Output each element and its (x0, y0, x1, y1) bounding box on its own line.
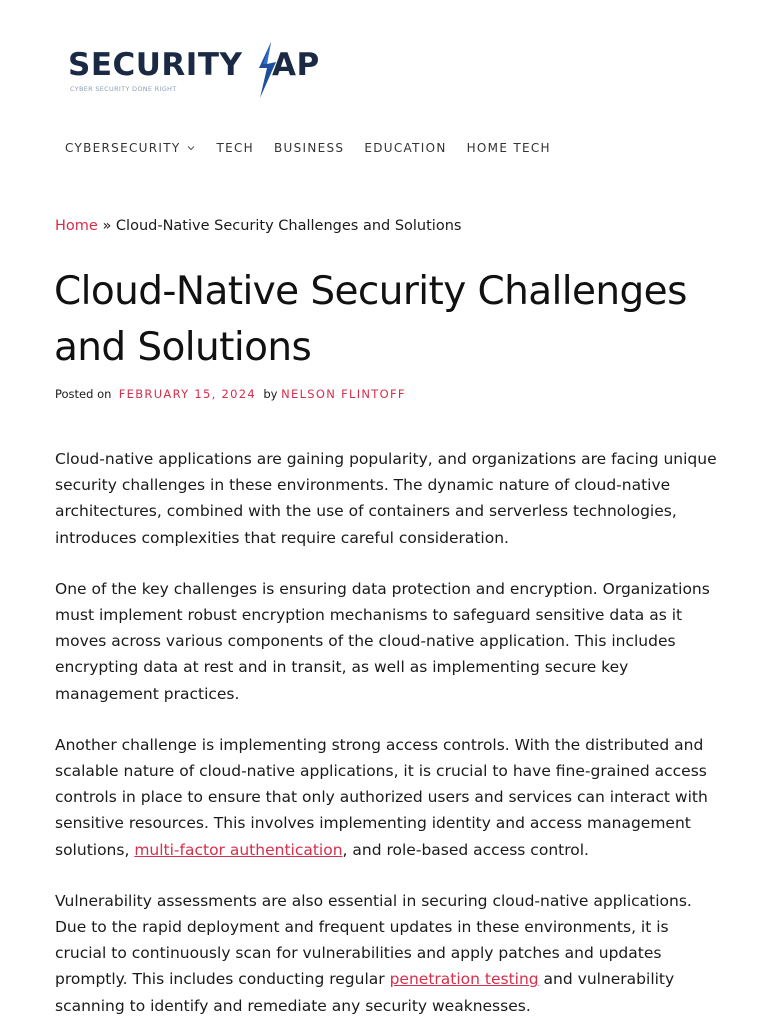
page-title: Cloud-Native Security Challenges and Solutions (54, 269, 687, 370)
by-label: by (263, 387, 278, 401)
penetration-testing-link[interactable]: penetration testing (389, 970, 539, 989)
paragraph-4-text: Vulnerability assessments are also essential in securing cloud-native applications. Due to the rapid deployment and frequent updates in these environments, it is crucial to continuously scan for vulnerabilities and apply patches and updates promptly. This includes conducting regular (55, 891, 692, 989)
nav-item-label: BUSINESS (273, 141, 345, 155)
paragraph-4 (55, 888, 719, 1019)
nav-item-label: HOME TECH (466, 141, 551, 155)
post-date-link[interactable]: FEBRUARY 15, 2024 (118, 387, 257, 401)
chevron-down-icon (186, 143, 196, 153)
nav-item-home-tech[interactable] (467, 141, 551, 155)
logo-tagline: CYBER SECURITY DONE RIGHT (70, 85, 177, 93)
paragraph-1: Cloud-native applications are gaining popularity, and organizations are facing unique security challenges in these environments. The dynamic nature of cloud-native architectures, combined with the use of containers and serverless technologies, introduces complexities that require careful consideration. (55, 450, 717, 547)
multi-factor-authentication-link[interactable]: multi-factor authentication (134, 840, 343, 859)
breadcrumb-home-link[interactable]: Home (55, 218, 98, 234)
post-meta (55, 387, 406, 401)
nav-item-label: TECH (216, 141, 254, 155)
breadcrumb-current: Cloud-Native Security Challenges and Solutions (115, 218, 462, 234)
paragraph-2: One of the key challenges is ensuring data protection and encryption. Organizations must implement robust encryption mechanisms to safeguard sensitive data as it moves across various components of the cloud-native application. This includes encrypting data at rest and in transit, as well as implementing secure key management practices. (55, 579, 710, 703)
logo-text-left: SECURITY (68, 47, 243, 83)
breadcrumb (55, 218, 461, 234)
site-logo[interactable] (68, 44, 358, 100)
logo-text-right: AP (272, 47, 320, 83)
nav-item-business[interactable] (274, 141, 344, 155)
nav-item-education[interactable] (364, 141, 446, 155)
nav-item-label: EDUCATION (364, 141, 447, 155)
paragraph-4-text-end: and vulnerability scanning to identify and remediate any security weaknesses. (55, 970, 675, 1015)
nav-item-label: CYBERSECURITY (65, 141, 181, 155)
nav-item-tech[interactable] (216, 141, 254, 155)
paragraph-3-text: Another challenge is implementing strong access controls. With the distributed and scalable nature of cloud-native applications, it is crucial to have fine-grained access controls in place to ensure that only authorized users and services can interact with sensitive resources. This involves implementing identity and access management solutions, (55, 735, 708, 859)
nav-item-cybersecurity[interactable] (65, 141, 196, 155)
main-nav (65, 141, 551, 155)
breadcrumb-separator: » (102, 218, 112, 234)
paragraph-3 (55, 732, 719, 863)
posted-on-label: Posted on (55, 387, 112, 401)
article-body (55, 446, 719, 1024)
paragraph-3-text-end: , and role-based access control. (342, 840, 589, 859)
author-link[interactable]: NELSON FLINTOFF (281, 387, 406, 401)
